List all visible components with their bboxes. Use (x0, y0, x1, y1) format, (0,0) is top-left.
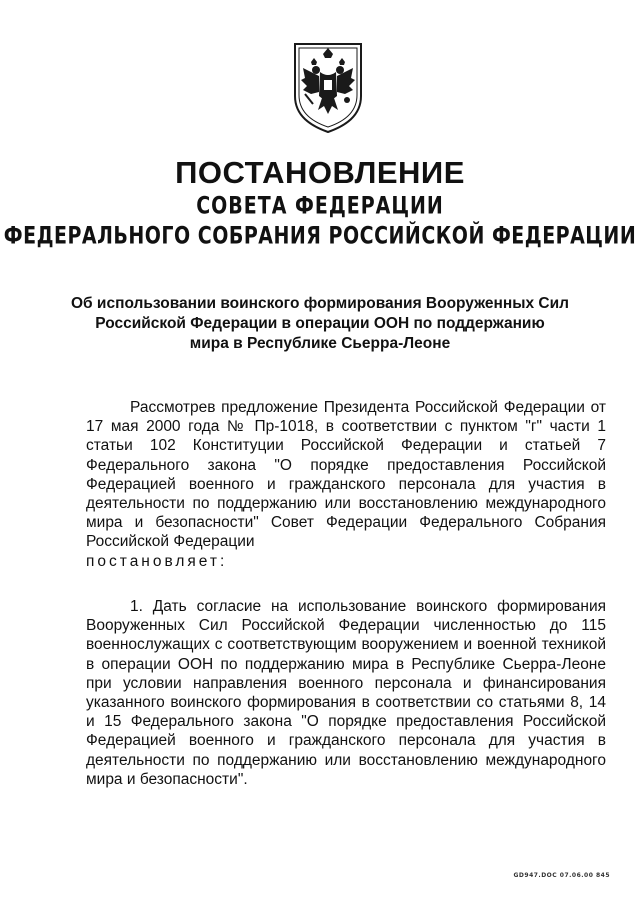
issuer-line-2: ФЕДЕРАЛЬНОГО СОБРАНИЯ РОССИЙСКОЙ ФЕДЕРАЦИИ (3, 222, 637, 250)
document-subject (60, 294, 580, 354)
issuer-line-1: СОВЕТА ФЕДЕРАЦИИ (196, 192, 444, 220)
subject-line: Об использовании воинского формирования Вооруженных Сил (71, 295, 569, 312)
resolution-item-1-text: 1. Дать согласие на использование воинского формирования Вооруженных Сил Российской Федерации численностью до 115 военнослужащих с соответствующим вооружением и военной техникой в операции ООН по поддержанию мира в Республике Сьерра-Леоне при условии направления военного персонала и финансирования указанного воинского формирования в соответствии со статьями 8, 14 и 15 Федерального закона "О порядке предоставления Российской Федерацией военного и гражданского персонала для участия в деятельности по поддержанию или восстановлению международного мира и безопасности". (86, 598, 606, 788)
subject-line: Российской Федерации в операции ООН по поддержанию (95, 315, 545, 332)
file-reference: GD947.DOC 07.06.00 845 (513, 872, 610, 879)
document-title: ПОСТАНОВЛЕНИЕ (175, 155, 465, 190)
subject-line: мира в Республике Сьерра-Леоне (189, 335, 451, 352)
preamble-paragraph (86, 398, 606, 571)
preamble-text: Рассмотрев предложение Президента Российской Федерации от 17 мая 2000 года № Пр-1018, в соответствии с пунктом "г" части 1 статьи 102 Конституции Российской Федерации и статьей 7 Федерального закона "О порядке предоставления Российской Федерацией военного и гражданского персонала для участия в деятельности по поддержанию или восстановлению международного мира и безопасности" Совет Федерации Федерального Собрания Российской Федерации (86, 399, 606, 551)
resolution-item-1 (86, 597, 606, 789)
coat-of-arms-icon (289, 38, 367, 134)
resolves-word: постановляет: (86, 552, 228, 570)
